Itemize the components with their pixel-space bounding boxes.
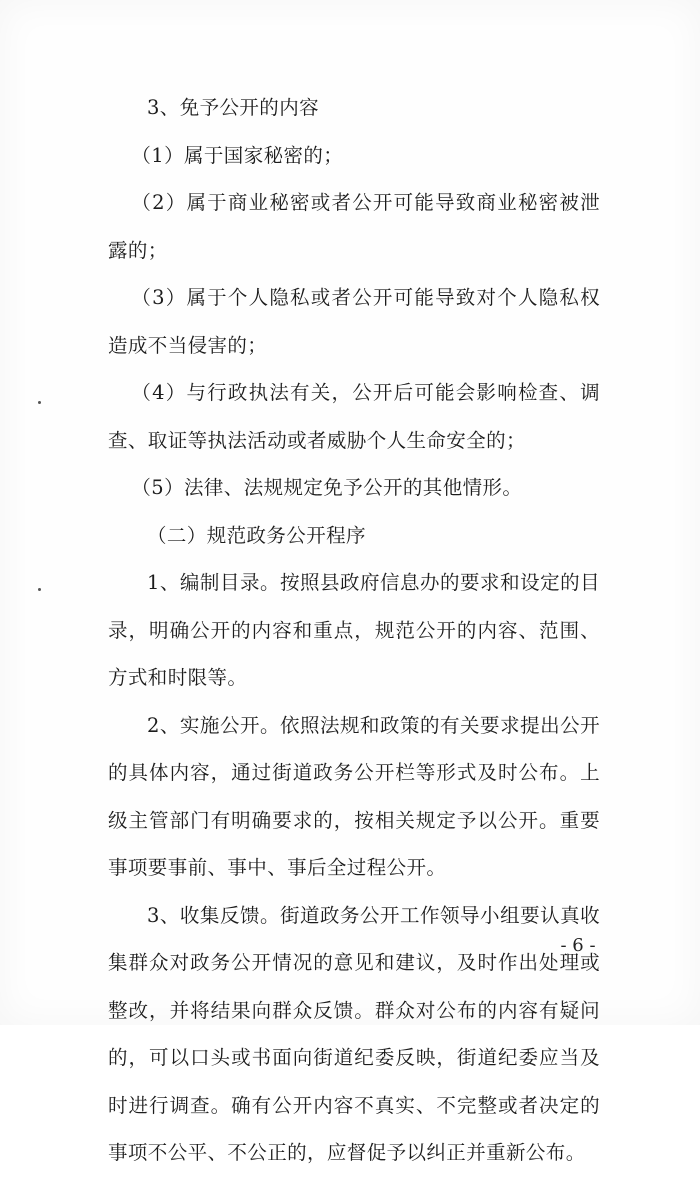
exemption-item-1: （1）属于国家秘密的； (131, 143, 344, 167)
document-body (108, 84, 600, 1177)
exemption-item-2: （2）属于商业秘密或者公开可能导致商业秘密被泄露的； (108, 191, 600, 262)
procedure-step-2: 2、实施公开。依照法规和政策的有关要求提出公开的具体内容，通过街道政务公开栏等形式及时公布。上级主管部门有明确要求的，按相关规定予以公开。重要事项要事前、事中、事后全过程公开。 (108, 713, 600, 879)
procedure-step-1: 1、编制目录。按照县政府信息办的要求和设定的目录，明确公开的内容和重点，规范公开的内容、范围、方式和时限等。 (108, 571, 600, 689)
scan-speck (38, 588, 41, 591)
exemption-item-3: （3）属于个人隐私或者公开可能导致对个人隐私权造成不当侵害的； (108, 286, 600, 357)
scan-speck (38, 401, 41, 404)
page-number: - 6 - (560, 935, 596, 956)
exemption-item-5: （5）法律、法规规定免予公开的其他情形。 (131, 476, 523, 499)
exemption-item-4: （4）与行政执法有关，公开后可能会影响检查、调查、取证等执法活动或者威胁个人生命安全的； (108, 381, 600, 452)
section-heading-exemptions: 3、免予公开的内容 (147, 96, 320, 119)
section-heading-procedure: （二）规范政务公开程序 (147, 523, 366, 547)
procedure-step-3: 3、收集反馈。街道政务公开工作领导小组要认真收集群众对政务公开情况的意见和建议，及时作出处理或整改，并将结果向群众反馈。群众对公布的内容有疑问的，可以口头或书面向街道纪委反映，街道纪委应当及时进行调查。确有公开内容不真实、不完整或者决定的事项不公平、不公正的，应督促予以纠正并重新公布。 (108, 903, 600, 1164)
